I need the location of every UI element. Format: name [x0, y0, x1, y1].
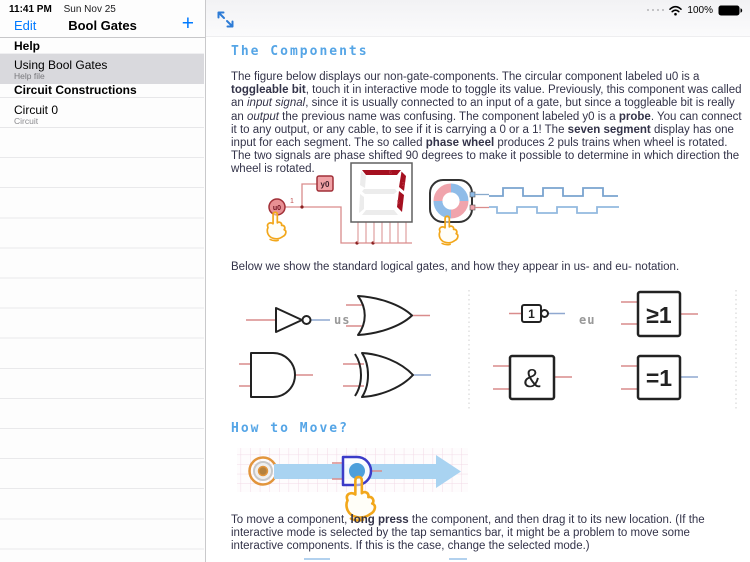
next-figure-partial: [304, 558, 330, 562]
wire-junction: [300, 205, 303, 208]
touch-hand-icon: [267, 212, 286, 240]
phase-wheel: [430, 180, 475, 222]
pulse-train-signals: [475, 188, 619, 213]
add-button[interactable]: +: [181, 12, 194, 35]
sidebar-header-circuit-constructions[interactable]: Circuit Constructions: [0, 84, 204, 98]
sidebar-item-using-bool-gates[interactable]: [0, 54, 204, 84]
svg-text:&: &: [523, 363, 541, 393]
probe-y0: [317, 176, 333, 191]
sidebar-item-title: Using Bool Gates: [14, 58, 108, 72]
eu-or-gate: [621, 292, 698, 336]
origin-target-marker: [250, 458, 277, 485]
sidebar-item-subtitle: Help file: [14, 71, 45, 81]
paragraph-move: To move a component, long press the component, and then drag it to its new location. (If the interactive mode is selected by the tap semantics bar, it might be a problem to move some interactive components. If this is the case, change the selected mode.): [231, 514, 705, 553]
heading-the-components: The Components: [231, 44, 369, 59]
paragraph-gates-intro: Below we show the standard logical gates, and how they appear in us- and eu- notation.: [231, 261, 680, 273]
wifi-icon: [669, 5, 682, 16]
us-or-gate: [346, 296, 430, 335]
svg-text:6: 6: [389, 170, 392, 176]
svg-text:=1: =1: [645, 365, 673, 391]
eu-not-gate: [509, 305, 565, 322]
svg-text:2: 2: [402, 182, 405, 188]
battery-percent: 100%: [687, 4, 713, 16]
svg-text:≥1: ≥1: [646, 302, 672, 328]
eu-and-gate: [493, 356, 572, 399]
heading-how-to-move: How to Move?: [231, 421, 349, 436]
svg-text:5: 5: [397, 200, 400, 206]
status-date: Sun Nov 25: [63, 4, 116, 15]
edit-button[interactable]: Edit: [14, 18, 37, 33]
us-and-gate: [239, 353, 313, 397]
figure-non-gate-components: [231, 162, 631, 262]
eu-xor-gate: [621, 356, 698, 399]
figure-logic-gates: [231, 288, 743, 413]
us-xor-gate: [343, 353, 431, 397]
seven-segment-display: [351, 163, 412, 222]
status-time: 11:41 PM: [9, 4, 52, 15]
battery-icon: [718, 5, 743, 16]
status-bar: [0, 0, 750, 20]
sidebar-empty-rows: [0, 128, 204, 562]
sidebar-item-title: Circuit 0: [14, 103, 59, 117]
seven-segment-pins: [358, 222, 406, 243]
cellular-dots-icon: [647, 9, 665, 12]
svg-text:u0: u0: [272, 205, 282, 212]
sidebar-title: Bool Gates: [68, 18, 137, 33]
us-not-gate: [246, 308, 330, 332]
eu-label: eu: [579, 313, 596, 327]
document-pane: [206, 0, 750, 562]
us-label: us: [334, 313, 351, 327]
svg-text:y0: y0: [320, 180, 330, 189]
svg-text:1: 1: [528, 307, 535, 321]
paragraph-components: The figure below displays our non-gate-components. The circular component labeled u0 is a toggleable bit, touch it in interactive mode to toggle its value. Previously, this component was called an input signal, since it is usually connected to an input of a gate, but since a toggleable bit is really an output the previous name was confusing. The component labeled y0 is a probe. You can connect it to any output, or any cable, to see if it is carrying a 0 or a 1! The seven segment display has one input for each segment. The so called phase wheel produces 2 puls trains when wheel is rotated. The two signals are phase shifted 90 degrees to make it possible to determine in which direction the wheel is rotated.: [231, 71, 742, 176]
sidebar-header-help[interactable]: Help: [0, 38, 204, 54]
svg-text:1: 1: [290, 198, 294, 205]
sidebar: [0, 0, 206, 562]
next-figure-partial: [449, 558, 467, 562]
sidebar-item-subtitle: Circuit: [14, 116, 39, 126]
sidebar-item-circuit-0[interactable]: [0, 98, 204, 128]
